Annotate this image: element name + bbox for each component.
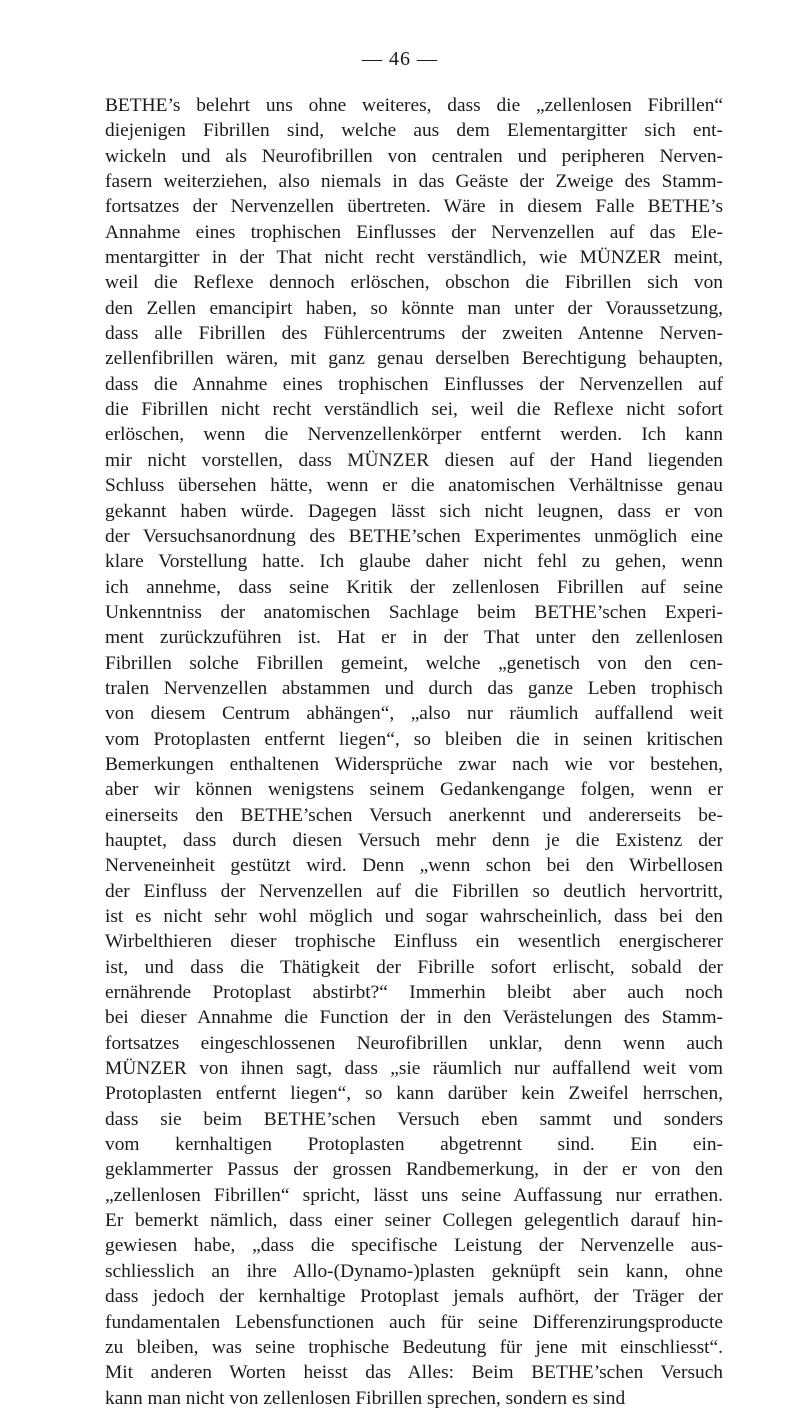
text-line: ist, und dass die Thätigkeit der Fibrille sofort erlischt, sobald der [105, 956, 723, 978]
text-line: hauptet, dass durch diesen Versuch mehr denn je die Existenz der [105, 829, 723, 851]
text-line: dass alle Fibrillen des Fühlercentrums der zweiten Antenne Nerven- [105, 323, 723, 345]
text-line: fortsatzes der Nervenzellen übertreten. Wäre in diesem Falle BETHE’s [105, 196, 723, 218]
text-line: Nerveneinheit gestützt wird. Denn „wenn schon bei den Wirbellosen [105, 855, 723, 877]
text-line: fundamentalen Lebensfunctionen auch für seine Differenzirungsproducte [105, 1311, 723, 1333]
text-line: Protoplasten entfernt liegen“, so kann darüber kein Zweifel herrschen, [105, 1083, 723, 1105]
text-line: diejenigen Fibrillen sind, welche aus dem Elementargitter sich ent- [105, 120, 723, 142]
text-line: Unkenntniss der anatomischen Sachlage beim BETHE’schen Experi- [105, 601, 723, 623]
text-line: klare Vorstellung hatte. Ich glaube daher nicht fehl zu gehen, wenn [105, 551, 723, 573]
text-line: BETHE’s belehrt uns ohne weiteres, dass die „zellenlosen Fibrillen“ [105, 95, 723, 116]
text-line: Bemerkungen enthaltenen Widersprüche zwar nach wie vor bestehen, [105, 753, 723, 775]
text-line: einerseits den BETHE’schen Versuch anerkennt und andererseits be- [105, 804, 723, 826]
text-line: ist es nicht sehr wohl möglich und sogar wahrscheinlich, dass bei den [105, 906, 723, 927]
text-line: Annahme eines trophischen Einflusses der Nervenzellen auf das Ele- [105, 221, 723, 243]
text-line: tralen Nervenzellen abstammen und durch das ganze Leben trophisch [105, 677, 723, 699]
text-line: dass jedoch der kernhaltige Protoplast jemals aufhört, der Träger der [105, 1286, 723, 1308]
text-line: „zellenlosen Fibrillen“ spricht, lässt uns seine Auffassung nur errathen. [105, 1184, 723, 1206]
text-line: von diesem Centrum abhängen“, „also nur räumlich auffallend weit [105, 703, 723, 725]
text-line: den Zellen emancipirt haben, so könnte man unter der Voraussetzung, [105, 297, 723, 319]
text-line: ment zurückzuführen ist. Hat er in der That unter den zellenlosen [105, 627, 723, 649]
text-line: Er bemerkt nämlich, dass einer seiner Collegen gelegentlich darauf hin- [105, 1210, 723, 1232]
text-line: gewiesen habe, „dass die specifische Leistung der Nervenzelle aus- [105, 1235, 723, 1257]
text-line: der Versuchsanordnung des BETHE’schen Experimentes unmöglich eine [105, 525, 723, 547]
text-line: erlöschen, wenn die Nervenzellenkörper entfernt werden. Ich kann [105, 424, 723, 446]
text-line: bei dieser Annahme die Function der in den Verästelungen des Stamm- [105, 1007, 723, 1029]
text-line: gekannt haben würde. Dagegen lässt sich nicht leugnen, dass er von [105, 500, 723, 522]
text-line: wickeln und als Neurofibrillen von centralen und peripheren Nerven- [105, 145, 723, 167]
text-line: geklammerter Passus der grossen Randbemerkung, in der er von den [105, 1159, 723, 1181]
text-line: aber wir können wenigstens seinem Gedankengange folgen, wenn er [105, 779, 723, 801]
text-line: vom Protoplasten entfernt liegen“, so bleiben die in seinen kritischen [105, 728, 723, 750]
text-line: vom kernhaltigen Protoplasten abgetrennt sind. Ein ein- [105, 1134, 723, 1156]
text-line: fasern weiterziehen, also niemals in das Geäste der Zweige des Stamm- [105, 171, 723, 193]
body-paragraph [105, 93, 723, 1411]
text-line: dass sie beim BETHE’schen Versuch eben sammt und sonders [105, 1108, 723, 1130]
text-line: Mit anderen Worten heisst das Alles: Beim BETHE’schen Versuch [105, 1362, 723, 1384]
text-line: die Fibrillen nicht recht verständlich sei, weil die Reflexe nicht sofort [105, 399, 723, 421]
text-line: Fibrillen solche Fibrillen gemeint, welche „genetisch von den cen- [105, 652, 723, 674]
text-line: MÜNZER von ihnen sagt, dass „sie räumlich nur auffallend weit vom [105, 1058, 723, 1080]
page-number: — 46 — [362, 48, 438, 70]
text-line: mentargitter in der That nicht recht verständlich, wie MÜNZER meint, [105, 247, 723, 269]
text-line: mir nicht vorstellen, dass MÜNZER diesen auf der Hand liegenden [105, 449, 723, 471]
text-line: Schluss übersehen hätte, wenn er die anatomischen Verhältnisse genau [105, 475, 723, 497]
text-line: zellenfibrillen wären, mit ganz genau derselben Berechtigung behaupten, [105, 348, 723, 370]
text-line: kann man nicht von zellenlosen Fibrillen sprechen, sondern es sind [105, 1387, 626, 1409]
text-line: weil die Reflexe dennoch erlöschen, obschon die Fibrillen sich von [105, 272, 723, 294]
text-line: ich annehme, dass seine Kritik der zellenlosen Fibrillen auf seine [105, 576, 723, 598]
text-line: dass die Annahme eines trophischen Einflusses der Nervenzellen auf [105, 373, 723, 395]
text-line: fortsatzes eingeschlossenen Neurofibrillen unklar, denn wenn auch [105, 1032, 723, 1054]
text-line: schliesslich an ihre Allo-(Dynamo-)plasten geknüpft sein kann, ohne [105, 1260, 723, 1282]
text-line: ernährende Protoplast abstirbt?“ Immerhin bleibt aber auch noch [105, 982, 723, 1004]
text-line: zu bleiben, was seine trophische Bedeutung für jene mit einschliesst“. [105, 1336, 723, 1358]
text-line: der Einfluss der Nervenzellen auf die Fibrillen so deutlich hervortritt, [105, 880, 723, 902]
text-line: Wirbelthieren dieser trophische Einfluss ein wesentlich energischerer [105, 931, 723, 953]
